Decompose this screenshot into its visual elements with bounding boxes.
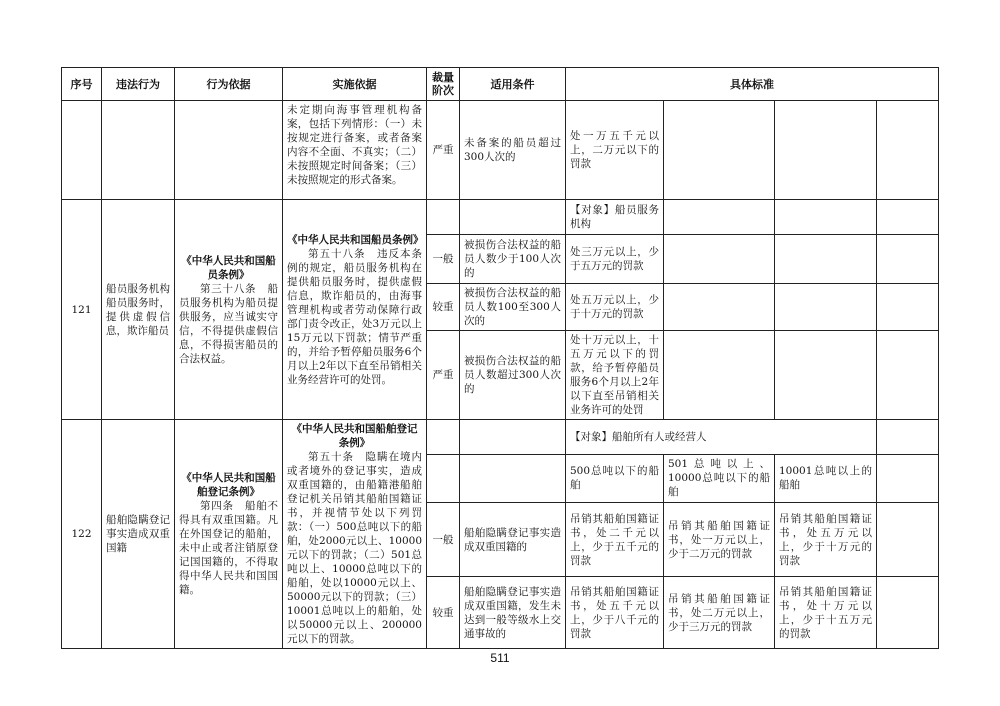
empty-cell [664,284,775,331]
impl-basis-text: 第五十八条 违反本条例的规定，船员服务机构在提供船员服务时，提供虚假信息，欺诈船员的，由海事管理机构或者劳动保障行政部门责令改正，处3万元以上15万元以下罚款；情节严重的，并给予暂停船员服务6个月以上2年以下直至吊销相关业务经营许可的处罚。 [287,247,422,386]
impl-basis-cell: 未定期向海事管理机构备案，包括下列情形：（一）未按规定进行备案，或者备案内容不全面、不真实；（二）未按照规定时间备案；（三）未按照规定的形式备案。 [283,101,427,200]
empty-cell [877,454,939,502]
standard-cell: 吊销其船舶国籍证书，处二万元以上，少于三万元的罚款 [664,577,775,649]
empty-cell [775,200,877,235]
empty-cell [877,200,939,235]
standard-cell: 吊销其船舶国籍证书，处二千元以上，少于五千元的罚款 [566,502,664,577]
standard-cell: 处十万元以上，十五万元以下的罚款，给予暂停船员服务6个月以上2年以下直至吊销相关业务许可的处罚 [566,331,664,420]
basis-cell [175,420,283,649]
header-condition: 适用条件 [460,68,566,101]
table-row [62,101,939,200]
table-row [62,200,939,235]
violation-cell: 船舶隐瞒登记事实造成双重国籍 [102,420,175,649]
empty-cell [427,420,460,455]
impl-basis-cell [283,420,427,649]
header-impl-basis: 实施依据 [283,68,427,101]
object-cell: 【对象】船员服务机构 [566,200,664,235]
condition-cell: 被损伤合法权益的船员人数超过300人次的 [460,331,566,420]
empty-cell [460,454,566,502]
empty-cell [775,331,877,420]
violation-cell [102,101,175,200]
seq-cell [62,101,102,200]
impl-basis-text: 第五十条 隐瞒在境内或者境外的登记事实，造成双重国籍的，由船籍港船舶登记机关吊销其船舶国籍证书，并视情节处以下列罚款：（一）500总吨以下的船舶，处2000元以上、10000元以下的罚款；（二）501总吨以上、10000总吨以下的船舶，处以10000元以上、50000元以下的罚款；（三）10001总吨以上的船舶，处以50000元以上、200000元以下的罚款。 [287,451,422,645]
basis-text: 第四条 船舶不得具有双重国籍。凡在外国登记的船舶，未中止或者注销原登记国国籍的，不得取得中华人民共和国国籍。 [179,500,278,596]
empty-cell [664,200,775,235]
condition-cell: 未备案的船员超过300人次的 [460,101,566,200]
empty-cell [877,577,939,649]
violation-cell: 船员服务机构船员服务时，提供虚假信息，欺诈船员 [102,200,175,420]
tier-cell: 501总吨以上、10000总吨以下的船舶 [664,454,775,502]
tier-cell: 10001总吨以上的船舶 [775,454,877,502]
level-cell: 一般 [427,502,460,577]
level-cell: 严重 [427,331,460,420]
basis-title: 《中华人民共和国船舶登记条例》 [181,472,276,498]
table-header-row [62,68,939,101]
empty-cell [664,235,775,284]
basis-cell [175,101,283,200]
header-basis: 行为依据 [175,68,283,101]
standard-cell: 处一万五千元以上，二万元以下的罚款 [566,101,664,200]
header-level: 裁量 阶次 [427,68,460,101]
level-cell: 较重 [427,284,460,331]
tier-cell: 500总吨以下的船舶 [566,454,664,502]
empty-cell [664,331,775,420]
standard-cell: 处五万元以上，少于十万元的罚款 [566,284,664,331]
empty-cell [460,420,566,455]
impl-basis-title: 《中华人民共和国船舶登记条例》 [291,423,418,449]
empty-cell [877,101,939,200]
empty-cell [877,331,939,420]
penalty-standard-table [61,67,939,649]
level-cell: 严重 [427,101,460,200]
empty-cell [664,101,775,200]
empty-cell [427,200,460,235]
standard-cell: 处三万元以上，少于五万元的罚款 [566,235,664,284]
condition-cell: 船舶隐瞒登记事实造成双重国籍的 [460,502,566,577]
impl-basis-title: 《中华人民共和国船员条例》 [287,233,424,246]
header-standard: 具体标准 [566,68,939,101]
basis-title: 《中华人民共和国船员条例》 [181,254,276,281]
seq-cell: 122 [62,420,102,649]
level-cell: 较重 [427,577,460,649]
empty-cell [877,420,939,455]
page-number: 511 [490,651,510,665]
condition-cell: 船舶隐瞒登记事实造成双重国籍，发生未达到一般等级水上交通事故的 [460,577,566,649]
standard-cell: 吊销其船舶国籍证书，处五万元以上，少于十万元的罚款 [775,502,877,577]
empty-cell [775,284,877,331]
empty-cell [775,235,877,284]
empty-cell [460,200,566,235]
seq-cell: 121 [62,200,102,420]
empty-cell [775,101,877,200]
standard-cell: 吊销其船舶国籍证书，处一万元以上，少于二万元的罚款 [664,502,775,577]
standard-cell: 吊销其船舶国籍证书，处五千元以上，少于八千元的罚款 [566,577,664,649]
empty-cell [877,284,939,331]
object-cell: 【对象】船舶所有人或经营人 [566,420,877,455]
impl-basis-cell [283,200,427,420]
empty-cell [427,454,460,502]
empty-cell [877,502,939,577]
header-violation: 违法行为 [102,68,175,101]
standard-cell: 吊销其船舶国籍证书，处十万元以上，少于十五万元的罚款 [775,577,877,649]
empty-cell [877,235,939,284]
header-seq: 序号 [62,68,102,101]
basis-cell [175,200,283,420]
level-cell: 一般 [427,235,460,284]
condition-cell: 被损伤合法权益的船员人数100至300人次的 [460,284,566,331]
condition-cell: 被损伤合法权益的船员人数少于100人次的 [460,235,566,284]
table-row [62,420,939,455]
basis-text: 第三十八条 船员服务机构为船员提供服务，应当诚实守信，不得提供虚假信息，不得损害船员的合法权益。 [179,282,278,365]
